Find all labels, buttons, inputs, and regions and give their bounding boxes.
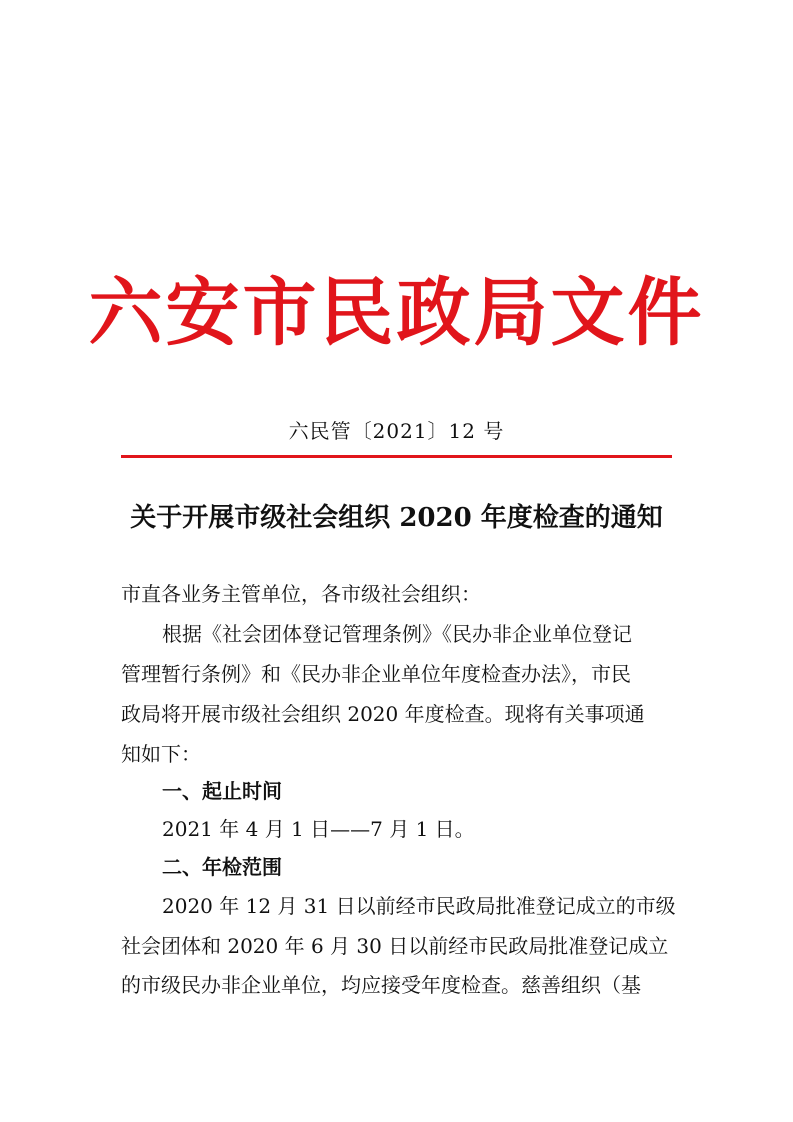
document-number: 六民管〔2021〕12 号 — [288, 419, 505, 443]
section-text: 2021 年 4 月 1 日——7 月 1 日。 — [162, 817, 475, 841]
red-separator-rule — [121, 455, 672, 458]
section-text: 的市级民办非企业单位，均应接受年度检查。慈善组织（基 — [121, 973, 641, 997]
salutation: 市直各业务主管单位，各市级社会组织： — [121, 582, 481, 606]
section-text: 2020 年 12 月 31 日以前经市民政局批准登记成立的市级 — [162, 894, 676, 918]
notice-title: 关于开展市级社会组织 2020 年度检查的通知 — [130, 503, 663, 533]
section-text: 社会团体和 2020 年 6 月 30 日以前经市民政局批准登记成立 — [121, 934, 669, 958]
intro-line: 政局将开展市级社会组织 2020 年度检查。现将有关事项通 — [121, 702, 645, 726]
intro-line: 知如下： — [121, 742, 201, 766]
intro-line: 根据《社会团体登记管理条例》《民办非企业单位登记 — [162, 622, 632, 646]
section-heading: 一、起止时间 — [162, 779, 282, 803]
intro-line: 管理暂行条例》和《民办非企业单位年度检查办法》，市民 — [121, 662, 631, 686]
section-heading: 二、年检范围 — [162, 855, 282, 879]
issuing-authority-header: 六安市民政局文件 — [88, 270, 705, 356]
